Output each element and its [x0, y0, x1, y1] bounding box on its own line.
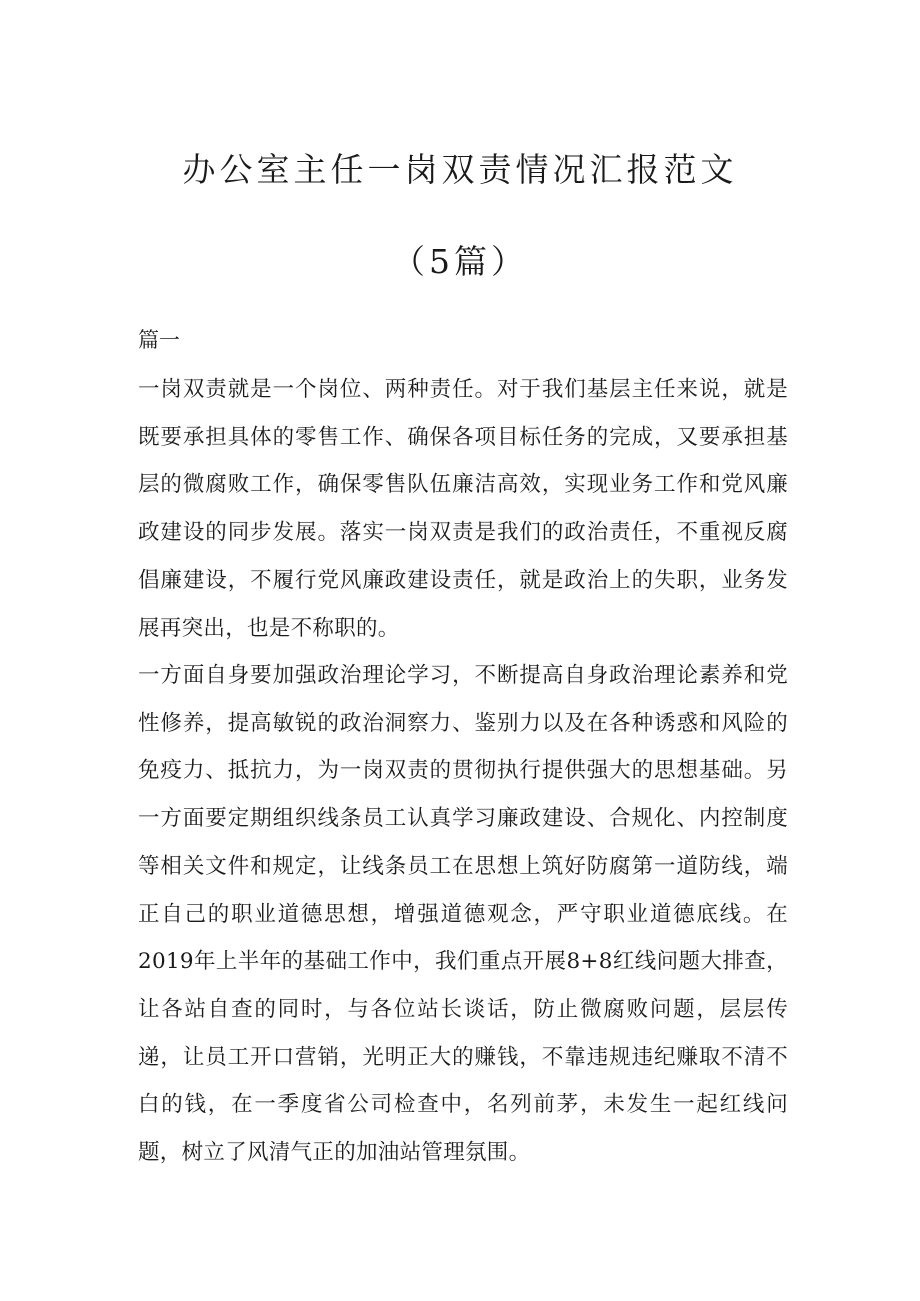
- paragraph-2: 一方面自身要加强政治理论学习，不断提高自身政治理论素养和党性修养，提高敏锐的政治洞察力、鉴别力以及在各种诱惑和风险的免疫力、抵抗力，为一岗双责的贯彻执行提供强大的思想基础。另一方面要定期组织线条员工认真学习廉政建设、合规化、内控制度等相关文件和规定，让线条员工在思想上筑好防腐第一道防线，端正自己的职业道德思想，增强道德观念，严守职业道德底线。在2019年上半年的基础工作中，我们重点开展8+8红线问题大排查，让各站自查的同时，与各位站长谈话，防止微腐败问题，层层传递，让员工开口营销，光明正大的赚钱，不靠违规违纪赚取不清不白的钱，在一季度省公司检查中，名列前茅，未发生一起红线问题，树立了风清气正的加油站管理氛围。: [138, 663, 788, 1166]
- paragraph-1: 一岗双责就是一个岗位、两种责任。对于我们基层主任来说，就是既要承担具体的零售工作、确保各项目标任务的完成，又要承担基层的微腐败工作，确保零售队伍廉洁高效，实现业务工作和党风廉政建设的同步发展。落实一岗双责是我们的政治责任，不重视反腐倡廉建设，不履行党风廉政建设责任，就是政治上的失职，业务发展再突出，也是不称职的。: [138, 377, 788, 641]
- document-title: 办公室主任一岗双责情况汇报范文: [182, 150, 738, 189]
- document-subtitle: （5篇）: [392, 242, 528, 281]
- section-label: 篇一: [138, 328, 180, 352]
